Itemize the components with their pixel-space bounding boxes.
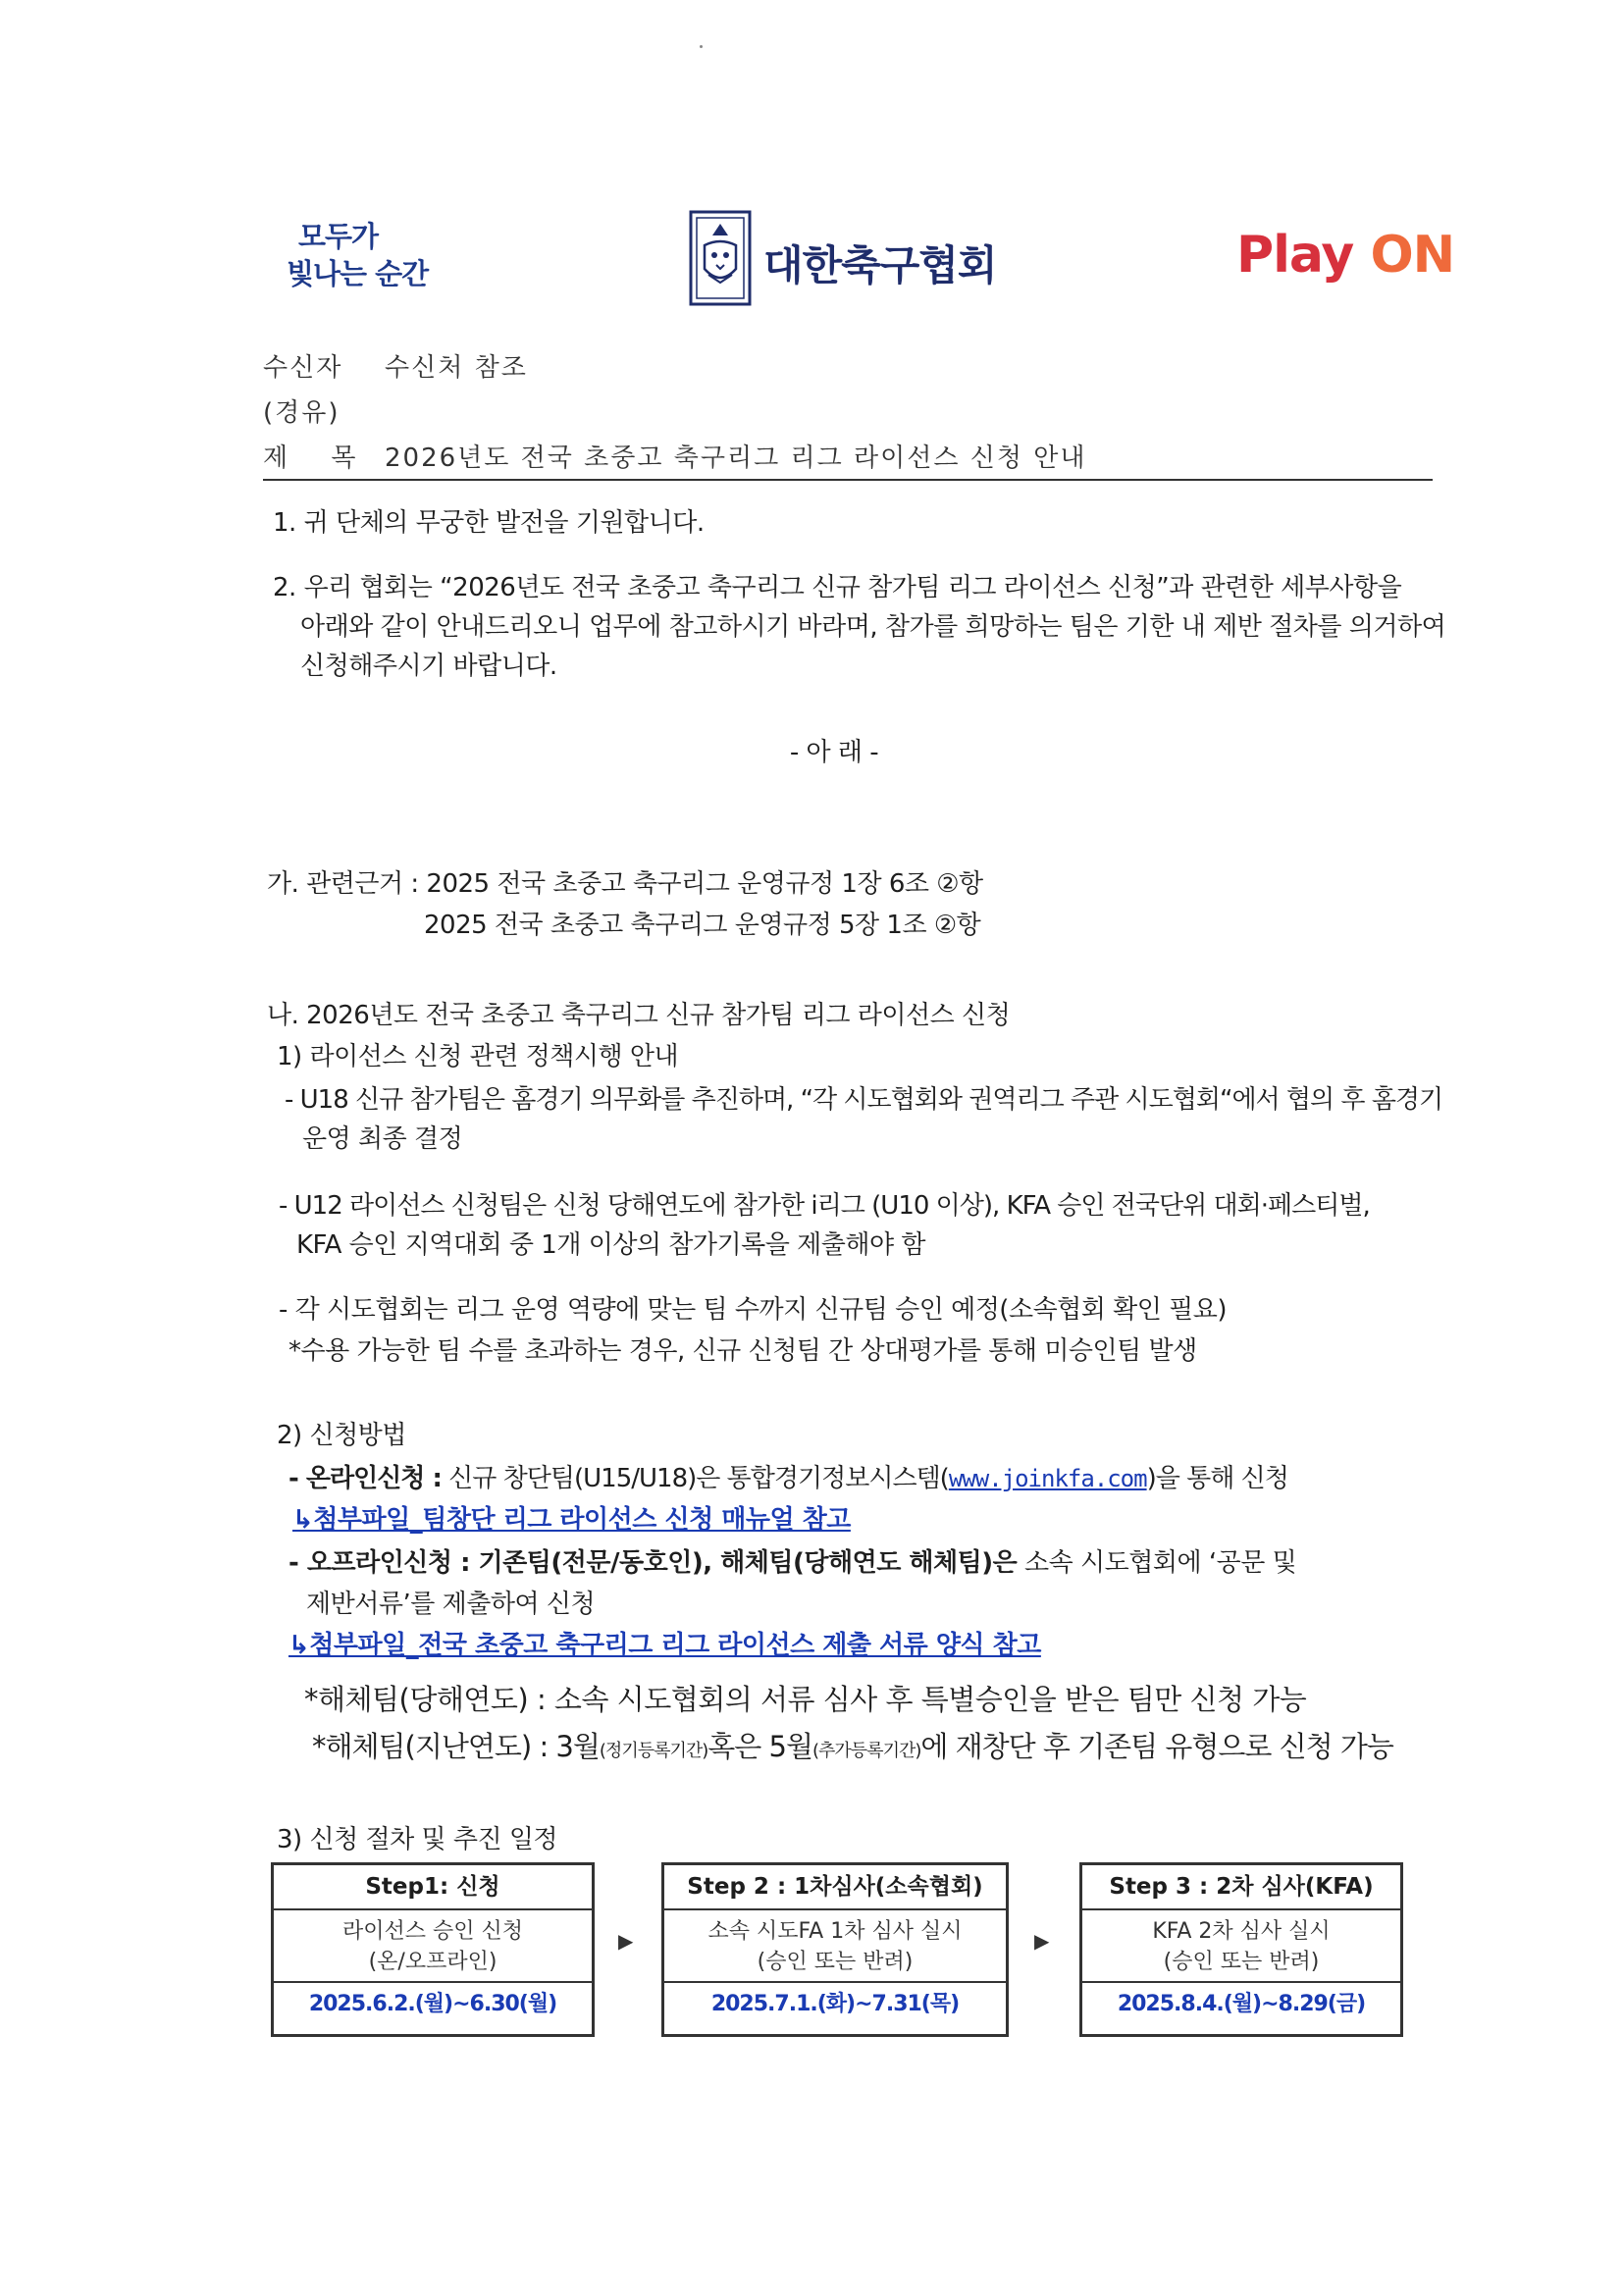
step-2-header: Step 2 : 1차심사(소속협회) [664,1865,1006,1910]
note2-additional-period: (추가등록기간) [812,1741,921,1761]
step-1-header: Step1: 신청 [274,1865,592,1910]
note2-part-e: 에 재창단 후 기존팀 유형으로 신청 가능 [920,1730,1393,1763]
sub1-title: 1) 라이선스 신청 관련 정책시행 안내 [277,1042,679,1071]
step-2-line2: (승인 또는 반려) [757,1950,914,1974]
sub3-title: 3) 신청 절차 및 추진 일정 [277,1825,558,1854]
online-apply-text: 신규 창단팀(U15/U18)은 통합경기정보시스템( [441,1464,949,1493]
step-1-line2: (온/오프라인) [368,1950,497,1974]
basis-line2: 2025 전국 초중고 축구리그 운영규정 5장 1조 ②항 [424,911,981,940]
step-box-1 [271,1862,595,2037]
step-3-header: Step 3 : 2차 심사(KFA) [1082,1865,1400,1910]
note2-regular-period: (정기등록기간) [599,1741,708,1761]
online-apply-line [288,1458,1288,1494]
arrow-right-icon: ▶ [618,1929,634,1953]
below-marker: - 아 래 - [789,738,879,767]
sub2-title: 2) 신청방법 [277,1421,406,1450]
attachment-forms-link[interactable]: ↳첨부파일_전국 초중고 축구리그 리그 라이선스 제출 서류 양식 참고 [288,1631,1041,1660]
disbanded-past-note [312,1725,1393,1765]
on-text: ON [1370,226,1455,285]
offline-apply-line2: 제반서류’를 제출하여 신청 [306,1590,596,1619]
step-1-date: 2025.6.2.(월)~6.30(월) [308,1992,557,2016]
step-3-body [1082,1910,1400,1983]
joinkfa-link[interactable]: www.joinkfa.com [948,1465,1147,1492]
recipient-label: 수신자 [263,353,343,383]
slogan [287,218,428,292]
step-2-body [664,1910,1006,1983]
section-na-title: 나. 2026년도 전국 초중고 축구리그 신규 참가팀 리그 라이선스 신청 [267,1001,1011,1030]
subject-value: 2026년도 전국 초중고 축구리그 리그 라이선스 신청 안내 [385,444,1087,473]
scan-speck [700,45,703,48]
via-label: (경유) [263,398,340,428]
step-3-date: 2025.8.4.(월)~8.29(금) [1117,1992,1366,2016]
arrow-right-icon: ▶ [1034,1929,1050,1953]
basis-line1: 가. 관련근거 : 2025 전국 초중고 축구리그 운영규정 1장 6조 ②항 [267,869,983,899]
play-on-logo [1236,226,1454,285]
online-apply-tail: )을 통해 신청 [1146,1464,1288,1493]
step-3-line2: (승인 또는 반려) [1163,1950,1320,1974]
online-apply-label: - 온라인신청 : [288,1464,442,1493]
paragraph-2-line2: 아래와 같이 안내드리오니 업무에 참고하시기 바라며, 참가를 희망하는 팀은 기한 내 제반 절차를 의거하여 [300,612,1446,642]
offline-apply-text: 소속 시도협회에 ‘공문 및 [1017,1548,1297,1578]
policy-bullet2-line2: KFA 승인 지역대회 중 1개 이상의 참가기록을 제출해야 함 [296,1230,926,1260]
paragraph-2-line1: 2. 우리 협회는 “2026년도 전국 초중고 축구리그 신규 참가팀 리그 라이선스 신청”과 관련한 세부사항을 [273,573,1402,602]
kfa-emblem-icon [689,210,752,306]
step-box-3 [1079,1862,1403,2037]
slogan-line2: 빛나는 순간 [287,257,429,290]
note2-part-a: *해체팀(지난연도) : 3월 [312,1730,600,1763]
policy-bullet3-note: *수용 가능한 팀 수를 초과하는 경우, 신규 신청팀 간 상대평가를 통해 미승인팀 발생 [288,1336,1197,1366]
disbanded-current-note: *해체팀(당해연도) : 소속 시도협회의 서류 심사 후 특별승인을 받은 팀만 신청 가능 [304,1683,1307,1716]
policy-bullet1-line1: - U18 신규 참가팀은 홈경기 의무화를 추진하며, “각 시도협회와 권역리그 주관 시도협회“에서 협의 후 홈경기 [285,1085,1443,1115]
play-text: Play [1236,226,1354,285]
step-2-line1: 소속 시도FA 1차 심사 실시 [707,1919,963,1944]
paragraph-1: 1. 귀 단체의 무궁한 발전을 기원합니다. [273,508,705,538]
policy-bullet2-line1: - U12 라이선스 신청팀은 신청 당해연도에 참가한 i리그 (U10 이상), KFA 승인 전국단위 대회·페스티벌, [279,1191,1370,1221]
org-name: 대한축구협회 [763,241,997,289]
attachment-manual-link[interactable]: ↳첨부파일_팀창단 리그 라이선스 신청 매뉴얼 참고 [292,1505,851,1535]
recipient-value: 수신처 참조 [385,353,528,383]
policy-bullet1-line2: 운영 최종 결정 [302,1124,463,1154]
subject-underline [263,479,1433,481]
slogan-line1: 모두가 [298,220,379,253]
subject-label: 제 목 [263,444,374,473]
step-box-2 [661,1862,1009,2037]
offline-apply-line [288,1542,1296,1579]
step-1-line1: 라이선스 승인 신청 [341,1919,523,1944]
step-2-date: 2025.7.1.(화)~7.31(목) [710,1992,960,2016]
step-1-body [274,1910,592,1983]
step-3-line1: KFA 2차 심사 실시 [1152,1919,1331,1944]
policy-bullet3-line1: - 각 시도협회는 리그 운영 역량에 맞는 팀 수까지 신규팀 승인 예정(소속협회 확인 필요) [279,1295,1228,1325]
note2-part-c: 혹은 5월 [707,1730,812,1763]
offline-apply-label: - 오프라인신청 : 기존팀(전문/동호인), 해체팀(당해연도 해체팀)은 [288,1548,1018,1578]
paragraph-2-line3: 신청해주시기 바랍니다. [300,652,557,681]
